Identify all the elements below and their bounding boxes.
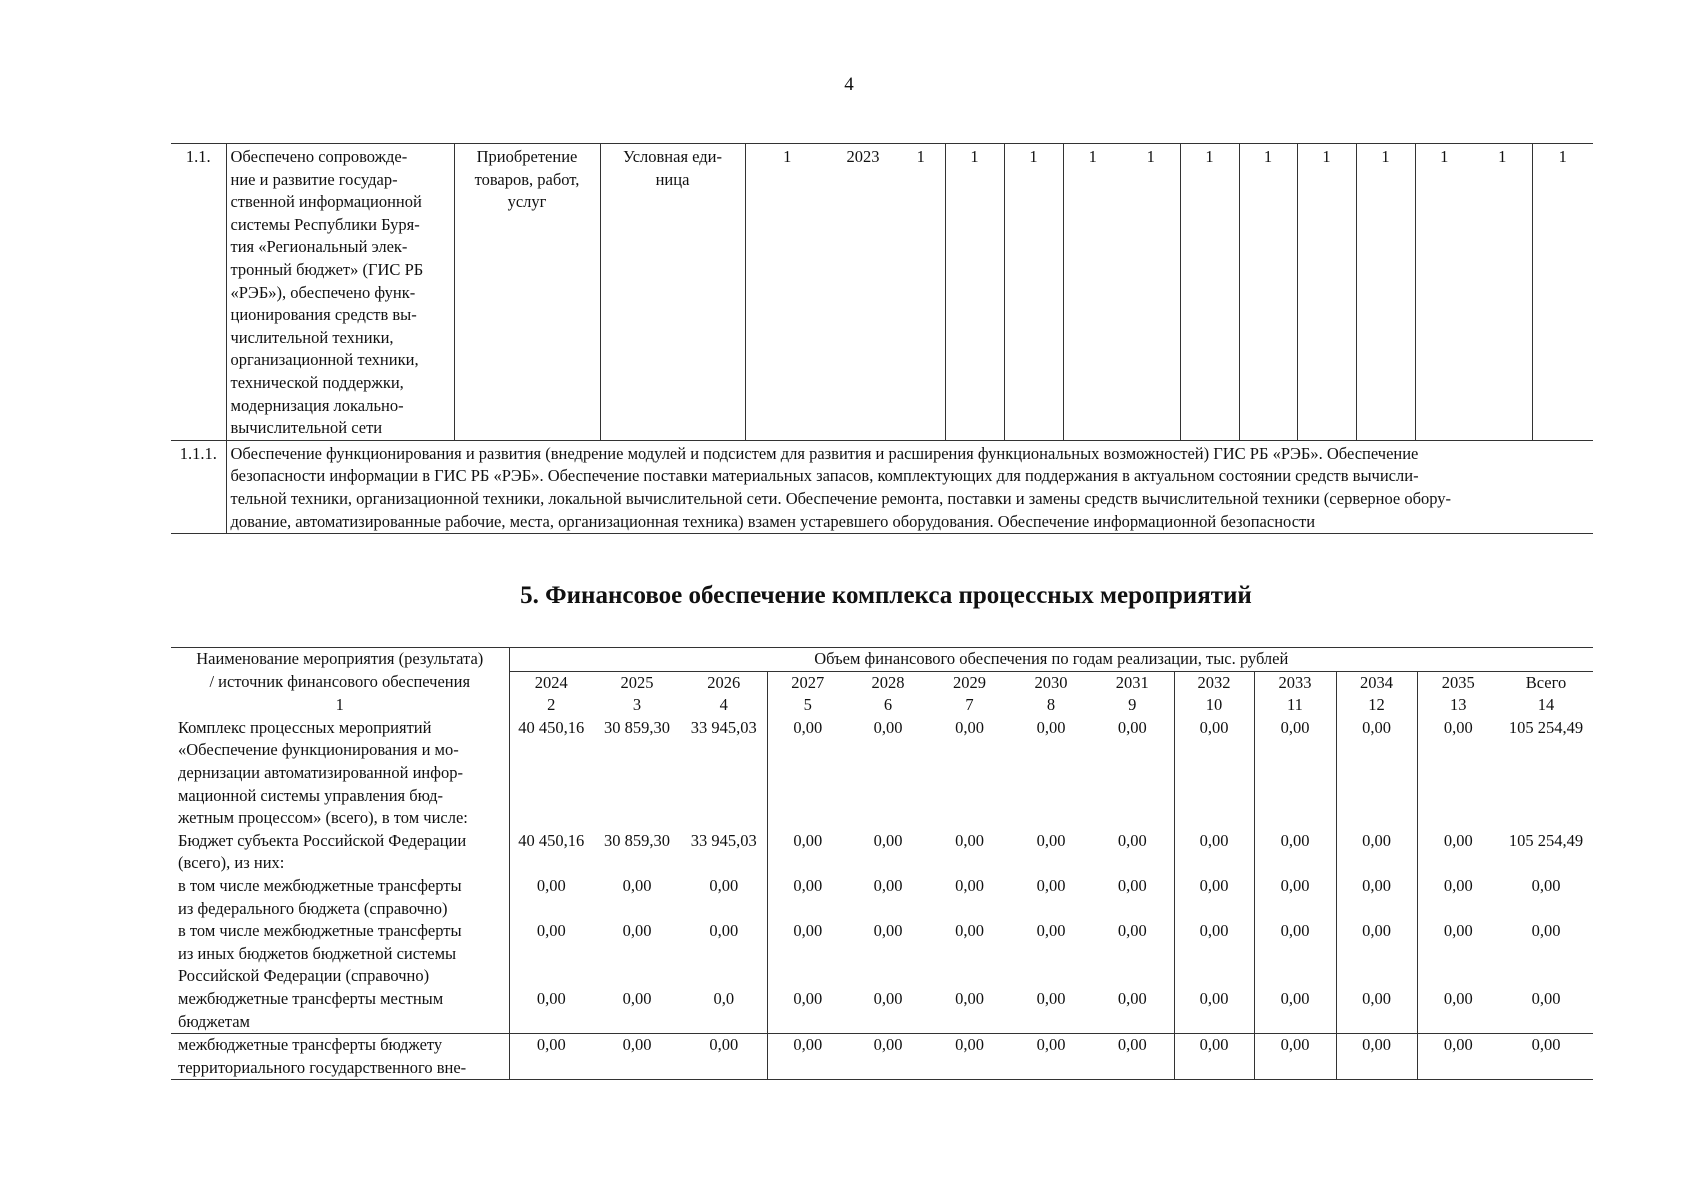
table-row [171,830,1593,875]
value-cell: 0,00 [848,1034,928,1080]
value-cell: 1 [897,144,945,441]
value-cell: 1 [1122,144,1180,441]
value-cell: 0,00 [1036,875,1066,895]
total-cell: 105 254,49 [1508,830,1584,850]
value-cell: 1 [1239,144,1297,441]
year-header: 2034 [1336,671,1417,694]
total-cell: 0,00 [1499,988,1593,1034]
value-cell: 0,00 [1336,830,1417,875]
col-number: 14 [1537,695,1555,715]
value-cell: 0,00 [1254,875,1336,920]
value-cell: 0,00 [1011,988,1091,1034]
value-cell: 1 [1004,144,1063,441]
value-cell: 0,00 [1417,920,1499,988]
value-cell: 0,00 [1336,875,1417,920]
table-row [171,1034,1593,1080]
year-header: 2032 [1174,671,1254,694]
value-cell: 0,00 [955,875,984,895]
total-cell: 0,00 [1499,1034,1593,1080]
value-cell: 0,00 [1011,1034,1091,1080]
value-cell: 30 859,30 [604,830,670,850]
result-description: Обеспечено сопровожде- ние и развитие государ- ственной информационной системы Республики Буря- тия «Региональный элек- тронный бюджет» (ГИС РБ «РЭБ»), обеспечено функ- ционирования средств вы- числительной техники, организационной техники, технической поддержки, модернизация локально- вычислительной сети [226,144,454,441]
value-cell: 40 450,16 [509,830,593,875]
value-cell: 0,00 [848,988,928,1034]
value-cell: 0,00 [955,921,984,941]
value-cell: 40 450,16 [509,717,593,830]
table-row [171,717,1593,830]
col-number: 1 [335,695,344,715]
value-cell: 0,00 [593,1034,681,1080]
value-cell: 1 [1532,144,1593,441]
value-cell: 0,00 [1417,830,1499,875]
total-header: Всего [1525,672,1567,692]
value-cell: 0,00 [1174,1034,1254,1080]
row-name: межбюджетные трансферты бюджету территориального государственного вне- [171,1034,509,1080]
row-number: 1.1.1. [171,440,226,533]
value-cell: 0,00 [873,921,903,941]
financing-table [171,647,1593,1080]
table-row [171,440,1593,533]
value-cell: 1 [1356,144,1415,441]
row-name: Комплекс процессных мероприятий «Обеспечение функционирования и мо- дернизации автоматизированной инфор- мационной системы управления бюд- жетным процессом» (всего), в том числе: [178,717,468,828]
value-cell: 0,00 [1254,920,1336,988]
value-cell: 0,00 [681,1034,767,1080]
value-cell: 0,00 [767,717,848,830]
value-cell: 0,00 [1417,875,1499,920]
table-row [171,875,1593,920]
base-year: 2023 [829,144,897,441]
col-number: 3 [632,695,642,715]
col-number: 8 [1046,695,1056,715]
value-cell: 0,00 [509,1034,593,1080]
value-cell: 0,00 [1336,717,1417,830]
col-number: 10 [1174,694,1254,717]
value-cell: 0,00 [1174,717,1254,830]
value-cell: 1 [1063,144,1122,441]
value-cell: 0,00 [767,830,848,875]
value-cell: 0,00 [1091,988,1174,1034]
row-name: межбюджетные трансферты местным бюджетам [171,988,509,1034]
value-cell: 0,00 [1117,830,1147,850]
value-cell: 0,00 [1174,875,1254,920]
value-cell: 1 [1473,144,1532,441]
value-cell: 0,00 [709,875,739,895]
year-header: 2028 [871,672,905,692]
row-name: в том числе межбюджетные трансферты из иных бюджетов бюджетной системы Российской Федерации (справочно) [178,921,462,986]
value-cell: 0,00 [767,1034,848,1080]
year-header: 2035 [1417,671,1499,694]
total-cell: 0,00 [1531,875,1561,895]
col-number: 2 [509,694,593,717]
col-number: 4 [719,695,728,715]
value-cell: 0,00 [767,875,848,920]
total-cell: 0,00 [1531,921,1561,941]
col-number: 12 [1336,694,1417,717]
value-cell: 33 945,03 [690,830,757,850]
year-header: 2024 [509,671,593,694]
value-cell: 0,00 [1336,1034,1417,1080]
col-number: 7 [965,695,974,715]
value-cell: 0,00 [767,920,848,988]
task-description: Обеспечение функционирования и развития (внедрение модулей и подсистем для развития и расширения функциональных возможностей) ГИС РБ «РЭБ». Обеспечение безопасности информации в ГИС РБ «РЭБ». Обеспечение поставки материальных запасов, комплектующих для поддержания в актуальном состоянии средств вычисли- тельной техники, организационной техники, локальной вычислительной сети. Обеспечение ремонта, поставки и замены средств вычислительной техники (серверное обору- дование, автоматизированные рабочие, места, организационная техника) взамен устаревшего оборудования. Обеспечение информационной безопасности [226,440,1593,533]
value-cell: 0,00 [1417,988,1499,1034]
col-number: 5 [767,694,848,717]
value-cell: 0,00 [1417,1034,1499,1080]
value-cell: 0,00 [509,920,593,988]
value-cell: 30 859,30 [604,717,670,737]
year-header: 2030 [1034,672,1068,692]
value-cell: 0,00 [873,830,903,850]
col-number: 13 [1417,694,1499,717]
value-cell: 0,00 [1091,1034,1174,1080]
section-title: 5. Финансовое обеспечение комплекса процессных мероприятий [520,582,1252,609]
table-row [171,920,1593,988]
value-cell: 0,00 [1117,921,1147,941]
value-cell: 0,00 [767,988,848,1034]
value-cell: 0,00 [593,988,681,1034]
year-header: 2026 [707,672,741,692]
value-cell: 1 [1180,144,1239,441]
unit-of-measure: Условная еди- ница [600,144,745,441]
page-number: 4 [844,74,854,95]
value-cell: 0,00 [509,875,593,920]
year-header: 2029 [953,672,986,692]
value-cell: 0,00 [1417,717,1499,830]
value-cell: 0,00 [1036,830,1066,850]
value-cell: 0,00 [928,988,1011,1034]
row-name: в том числе межбюджетные трансферты из федерального бюджета (справочно) [178,875,462,918]
result-type: Приобретение товаров, работ, услуг [454,144,600,441]
indicator-table [171,143,1593,534]
value-cell: 0,00 [1336,920,1417,988]
value-cell: 1 [1297,144,1356,441]
col-number: 6 [883,695,893,715]
value-cell: 0,00 [1254,1034,1336,1080]
table-row [171,988,1593,1034]
value-cell: 0,00 [955,830,984,850]
value-cell: 0,00 [622,921,652,941]
value-cell: 1 [1415,144,1473,441]
value-cell: 0,00 [1117,717,1147,737]
base-value: 1 [745,144,829,441]
col-number: 9 [1128,695,1137,715]
value-cell: 0,00 [1174,988,1254,1034]
value-cell: 0,00 [1117,875,1147,895]
row-number: 1.1. [171,144,226,441]
value-cell: 0,00 [622,875,652,895]
year-header: 2025 [620,672,654,692]
volume-header: Объем финансового обеспечения по годам реализации, тыс. рублей [509,648,1593,672]
col-numbers-row [171,694,1593,717]
value-cell: 0,00 [1036,717,1066,737]
value-cell: 33 945,03 [690,717,757,737]
value-cell: 0,00 [1254,988,1336,1034]
total-cell: 105 254,49 [1508,717,1584,737]
value-cell: 0,00 [1174,830,1254,875]
name-header: Наименование мероприятия (результата) / источник финансового обеспечения [171,648,509,695]
value-cell: 0,00 [1336,988,1417,1034]
value-cell: 1 [945,144,1004,441]
value-cell: 0,00 [873,717,903,737]
header-row [171,648,1593,672]
value-cell: 0,00 [709,921,739,941]
value-cell: 0,00 [1174,920,1254,988]
year-header: 2031 [1115,672,1149,692]
value-cell: 0,00 [1036,921,1066,941]
value-cell: 0,00 [873,875,903,895]
value-cell: 0,00 [1254,830,1336,875]
col-number: 11 [1254,694,1336,717]
value-cell: 0,00 [509,988,593,1034]
value-cell: 0,00 [928,1034,1011,1080]
row-name: Бюджет субъекта Российской Федерации (всего), из них: [178,830,467,873]
value-cell: 0,0 [681,988,767,1034]
value-cell: 0,00 [1254,717,1336,830]
year-header: 2027 [767,671,848,694]
value-cell: 0,00 [955,717,984,737]
year-header: 2033 [1254,671,1336,694]
table-row [171,144,1593,441]
